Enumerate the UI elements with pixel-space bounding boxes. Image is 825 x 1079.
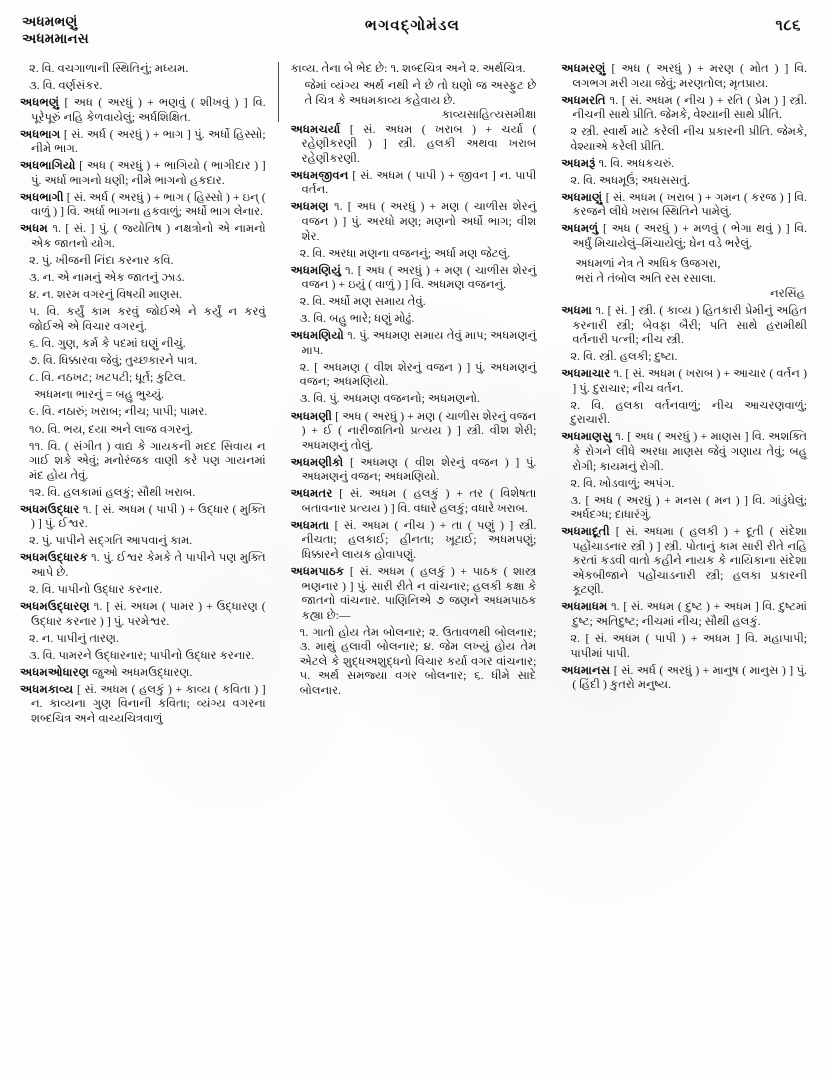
- entry-sense: ૬. વિ. ગુણ, કર્મ કે પદમાં ઘણું નીચું.: [29, 336, 186, 350]
- dictionary-entry: [561, 304, 807, 348]
- entry-headword: અધમાચાર: [561, 367, 611, 381]
- entry-sense: ૩. વિ. બહુ ભારે; ધણું મોઢું.: [299, 312, 415, 326]
- entry-headword: અધમાદૂતી: [561, 525, 610, 539]
- entry-headword: અધમળું: [561, 222, 599, 236]
- entry-headword: અધભણું: [20, 96, 60, 110]
- dictionary-entry: [561, 525, 807, 598]
- entry-definition: [ સં. અધમ ( હલકું ) + કાવ્ય ( કવિતા ) ] ન. કાવ્યના ગુણ વિનાની કવિતા; વ્યંગ્ય વગરના શબ્દચિત્ર અને વાચ્યચિત્રવાળું: [31, 682, 266, 725]
- running-head-last-entry: અધમમાનસ: [22, 30, 89, 46]
- entry-definition: [ અધ ( અરધું ) + ભાગિયો ( ભાગીદાર ) ] પું. અર્ધા ભાગનો ધણી; નીમે ભાગનો હકદાર.: [31, 159, 266, 187]
- entry-sense: ૩. ન. એ નામનું એક જાતનું ઝાડ.: [29, 271, 185, 285]
- entry-sense: ૨. વિ. અર્ધો મણ સમાય તેવું.: [299, 295, 426, 309]
- entry-headword: અધમચર્યા: [290, 122, 341, 136]
- entry-sense: ૧. ગાતો હોય તેમ બોલનાર; ૨. ઉતાવળથી બોલનાર; ૩. માથું હલાવી બોલનાર; ૪. જેમ લખ્યું હોય તેમ એટલે કે શુદ્ધઅશુદ્ધનો વિચાર કર્યા વગર વાંચનાર; ૫. અર્થ સમજ્યા વગર બોલનાર; ૬. ધીમે સાદે બોલનાર.: [299, 625, 537, 697]
- page-number: ૧૮૬: [775, 18, 801, 34]
- quotation-text: જેમાં વ્યંગ્ય અર્થ નથી ને છે તો ઘણો જ અસ્ફુટ છે તે ચિત્ર કે અધમકાવ્ય કહેવાય છે.: [304, 79, 537, 107]
- entry-headword: અધમાધમ: [561, 600, 608, 614]
- entry-sense: ૨. [ સં. અધમ ( પાપી ) + અધમ ] વિ. મહાપાપી; પાપીમાં પાપી.: [570, 632, 808, 660]
- dictionary-entry: [291, 456, 537, 485]
- entry-definition: ૧. [ સં. અધમ ( પાપી ) + ઉદ્ધાર ( મુક્તિ ) ] પું. ઈશ્વર.: [31, 502, 266, 531]
- dictionary-entry: [561, 222, 807, 251]
- entry-headword: અધમરૂં: [561, 156, 596, 170]
- entry-sense: ૩. [ અધ ( અરધું ) + મનસ ( મન ) ] વિ. ગાંડુંઘેલું; અર્ધદગ્ધ; દાધારંગું.: [570, 493, 808, 522]
- entry-headword: અધમણીકો: [290, 455, 344, 469]
- entry-sense: ૧૦. વિ. ભય, દયા અને લાજ વગરનું.: [29, 422, 194, 436]
- dictionary-entry: [20, 551, 266, 580]
- dictionary-entry: [561, 191, 807, 220]
- entry-sense: ૪. ન. શરમ વગરનું વિષયી માણસ.: [29, 288, 183, 302]
- entry-definition: [ અધમણ ( વીશ શેરનું વજન ) ] પું. અધમણનું વજન; અધમણિયો.: [301, 455, 537, 484]
- entry-sense: ૯. વિ. નઠારું; ખરાબ; નીચ; પાપી; પામર.: [29, 405, 208, 419]
- entry-headword: અધમણિયું: [290, 263, 342, 277]
- dictionary-entry: [561, 430, 807, 474]
- entry-definition: [ સં. અધમ ( ખરાબ ) + ચર્યા ( રહેણીકરણી ) ] સ્ત્રી. હલકી અથવા ખરાબ રહેણીકરણી.: [301, 122, 537, 165]
- entry-definition: [ અધ ( અરધું ) + મરણ ( મોત ) ] વિ. લગભગ મરી ગયા જેવું; મરણતોલ; મૃતપ્રાય.: [572, 62, 808, 90]
- entry-sense: ૧૧. વિ. ( સંગીત ) વાદ્ય કે ગાયકની મદદ સિવાય ન ગાઈ શકે એવું; મનોરંજક વાણી કરે પણ ગાયનમાં મંદ હોય તેવું.: [29, 439, 266, 482]
- entry-headword: અધમઉદ્ધારક: [20, 551, 88, 565]
- entry-headword: અધમ: [20, 222, 48, 236]
- entry-quotation: [291, 79, 537, 122]
- entry-definition: [ સં. અર્ધ ( અરધું ) + ભાગ ( હિસ્સો ) + ઇન્ ( વાળું ) ] વિ. અર્ધા ભાગના હકવાળું; અર્ધો ભાગ લેનાર.: [31, 190, 266, 219]
- entry-sense: ૨. [ અધમણ ( વીશ શેરનું વજન ) ] પું. અધમણનું વજન; અધમણિયો.: [299, 360, 537, 389]
- dictionary-entry: [20, 96, 266, 125]
- entry-definition: ૧. [ અધ ( અરધું ) + મણ ( ચાળીસ શેરનું વજન ) + ઇયું ( વાળું ) ] વિ. અધમણ વજનનું.: [301, 263, 537, 292]
- text-column-1: [18, 62, 278, 1069]
- text-column-3: [549, 62, 809, 1069]
- dictionary-entry: [291, 123, 537, 167]
- entry-definition: [ અધ ( અરધું ) + મણ ( ચાળીસ શેરનું વજન ) + ઈ ( નારીજાતિનો પ્રત્યય ) ] સ્ત્રી. વીશ શેરી; અધમણનું તોલું.: [301, 409, 537, 452]
- entry-definition: ૧. વિ. અધકચરું.: [595, 156, 675, 170]
- verse-line: અધમળાં નેત્ર તે અધિક ઉજગરા,: [575, 256, 721, 270]
- entry-definition: [ અધ ( અરધું ) + મળવું ( ભેગા થવું ) ] વિ. અર્ધું મિચાયેલું–મિંચાયેલું; ઘેન વડે ભરેલું.: [572, 222, 808, 251]
- verse-attribution: નરસિંહ: [770, 286, 806, 300]
- dictionary-entry: [291, 487, 537, 516]
- dictionary-entry: [561, 94, 807, 123]
- verse-line: ભરાં તે તંબોલ અતિ રસ રસાલા. નરસિંહ: [575, 272, 806, 300]
- dictionary-entry: [20, 159, 266, 188]
- entry-headword: અધમકાવ્ય: [20, 682, 74, 696]
- entry-definition: ૧. [ સં. ] પું. ( જ્યોતિષ ) નક્ષત્રોનો એ નામનો એક જાતનો યોગ.: [31, 222, 266, 251]
- entry-sense: ૩. વિ. પું. અધમણ વજનનો; અધમણનો.: [299, 392, 480, 406]
- entry-definition: ૧. [ સં. અધમ ( પામર ) + ઉદ્ધારણ ( ઉદ્ધાર કરનાર ) ] પું. પરમેશ્વર.: [31, 600, 266, 628]
- dictionary-entry: [291, 519, 537, 563]
- entry-sense: ૨. પું. ખીજની નિંદા કરનાર કવિ.: [29, 254, 174, 268]
- entry-definition: ૧. [ સં. અધમ ( ખરાબ ) + આચાર ( વર્તન ) ] પું. દુરાચાર; નીચ વર્તન.: [572, 367, 808, 395]
- entry-headword: અધભાગિયો: [20, 159, 76, 173]
- dictionary-entry: [291, 410, 537, 454]
- entry-sense: ૮. વિ. નઠખટ; ખટપટી; ધૂર્ત; કુટિલ.: [29, 370, 186, 384]
- entry-definition: [ સં. અધમ ( હલકું ) + પાઠક ( શાસ્ત્ર ભણનાર ) ] પું. સારી રીતે ન વાંચનાર; હલકી કક્ષા કે જાતનો વાંચનાર. પાણિનિએ ૭ જણને અધમપાઠક કહ્યા છે:—: [301, 565, 537, 622]
- entry-definition: [ સં. અધમ ( પાપી ) + જીવન ] ન. પાપી વર્તન.: [301, 168, 537, 197]
- entry-definition: ૧. [ સં. અધમ ( નીચ ) + રતિ ( પ્રેમ ) ] સ્ત્રી. નીચની સાથે પ્રીતિ. જેમકે, વેશ્યાની સાથે પ્રીતિ.: [572, 93, 808, 122]
- running-head-first-entry: અધમભણું: [22, 14, 78, 29]
- entry-headword: અધમપાઠક: [290, 565, 345, 578]
- entry-definition: [ સં. અર્ધ ( અરધું ) + ભાગ ] પું. અર્ધો હિસ્સો; નીમે ભાગ.: [31, 127, 266, 156]
- entry-definition: ૧. પું. ઈશ્વર કેમકે તે પાપીને પણ મુક્તિ આપે છે.: [31, 551, 266, 579]
- entry-definition: ૧. [ સં. અધમ ( દુષ્ટ ) + અધમ ] વિ. દુષ્ટમાં દુષ્ટ; અતિદુષ્ટ; નીચમાં નીચ; સૌથી હલકું.: [572, 600, 808, 628]
- entry-headword: અધમાણું: [561, 190, 603, 204]
- entry-sense: ૨ સ્ત્રી. સ્વાર્થ માટે કરેલી નીચ પ્રકારની પ્રીતિ. જેમકે, વેશ્યાએ કરેલી પ્રીતિ.: [570, 125, 808, 153]
- text-column-2: [279, 62, 549, 1069]
- entry-sense: ૧૨. વિ. હલકામાં હલકું; સૌથી ખરાબ.: [29, 485, 196, 499]
- dictionary-entry: [20, 191, 266, 220]
- entry-definition: ૧. [ સં. ] સ્ત્રી. ( કાવ્ય ) હિતકારી પ્રેમીનું અહિત કરનારી સ્ત્રી; બેવફા બૈરી; પતિ સાથે હરામીથી વર્તનારી પત્ની; નીચ સ્ત્રી.: [572, 304, 808, 347]
- entry-headword: અધભાગી: [20, 190, 64, 204]
- entry-definition: ૧. પું. અધમણ સમાય તેવું માપ; અધમણનું માપ.: [301, 329, 537, 357]
- entry-headword: અધમણિયો: [290, 329, 344, 343]
- dictionary-entry: [561, 600, 807, 629]
- entry-definition: [ સં. અધમા ( હલકી ) + દૂતી ( સંદેશા પહોંચાડનાર સ્ત્રી ) ] સ્ત્રી. પોતાનું કામ સારી રીતે નહિ કરતાં કડવી વાતો કહીને નાયક કે નાયિકાના સંદેશા એકબીજાને પહોંચાડનારી સ્ત્રી; હલકા પ્રકારની કૂટણી.: [572, 525, 808, 597]
- dictionary-entry: [561, 157, 807, 172]
- entry-definition: જુઓ અધમઉદ્ધારણ.: [89, 665, 193, 679]
- dictionary-entry: [20, 600, 266, 629]
- dictionary-entry: [561, 664, 807, 693]
- entry-headword: અધમજીવન: [290, 168, 349, 182]
- quotation-source: કાવ્યસાહિત્યસમીક્ષા: [441, 108, 537, 122]
- entry-sense: ૩. વિ. પામરને ઉદ્ધારનાર; પાપીનો ઉદ્ધાર કરનાર.: [29, 648, 255, 662]
- dictionary-entry: [291, 200, 537, 244]
- dictionary-entry: [20, 503, 266, 532]
- column-container: [18, 62, 809, 1069]
- entry-headword: અધમા: [561, 304, 593, 318]
- entry-sense: ૭. વિ. ધિક્કારવા જેવું; તુચ્છકારને પાત્ર.: [29, 353, 198, 367]
- entry-sense: ૨. વિ. અરધા મણના વજનનું; અર્ધા મણ જેટલું.: [299, 246, 510, 260]
- entry-definition: [ અધ ( અરધું ) + ભણવું ( શીખવું ) ] વિ. પૂરેપૂરું નહિ કેળવાયેલું; અર્ધશિક્ષિત.: [31, 96, 266, 124]
- entry-definition: ૧. [ અધ ( અરધું ) + મણ ( ચાળીસ શેરનું વજન ) ] પું. અરધો મણ; મણનો અર્ધો ભાગ; વીશ શેર.: [301, 200, 537, 243]
- entry-headword: અધમતર: [290, 487, 333, 501]
- book-title: ભગવદ્ગોમંડલ: [364, 18, 461, 34]
- entry-headword: અધમરણું: [561, 62, 606, 75]
- entry-definition: ૧. [ અધ ( અરધું ) + માણસ ] વિ. અશક્તિ કે રોગને લીધે અરધા માણસ જેવું ગણાય તેવું; બહુ રોગી; કાયમનું રોગી.: [572, 430, 808, 473]
- dictionary-entry: [20, 683, 266, 727]
- running-head: [18, 14, 807, 58]
- entry-headword: અધમઓધારણ: [20, 665, 90, 679]
- entry-idiom-gloss: અધમના ભારનું = બહુ ભુચ્યું.: [34, 387, 164, 401]
- dictionary-entry: [291, 169, 537, 198]
- entry-headword: અધમણી: [290, 409, 333, 423]
- entry-sense: ૨. વિ. ખોડવાળું; અપંગ.: [570, 476, 675, 490]
- entry-headword: અધમાણસુ: [561, 430, 612, 444]
- entry-headword: અધમરતિ: [561, 93, 606, 107]
- entry-sense: ૨. પું. પાપીને સદ્ગતિ આપવાનું કામ.: [29, 534, 193, 548]
- dictionary-entry: [291, 264, 537, 293]
- entry-definition: [ સં. અધમ ( ખરાબ ) + ગમન ( કરજ ) ] વિ. કરજને લીધે ખરાબ સ્થિતિને પામેલું.: [572, 190, 808, 219]
- dictionary-entry: [561, 62, 807, 91]
- entry-sense: ૨. વિ. સ્ત્રી. હલકી; દુષ્ટા.: [570, 350, 678, 364]
- entry-sense: ૨. વિ. વચગાળાની સ્થિતિનું; મધ્યમ.: [29, 62, 189, 75]
- entry-headword: અધમઉદ્ધારણ: [20, 600, 90, 614]
- entry-definition: [ સં. અધમ ( નીચ ) + તા ( પણું ) ] સ્ત્રી. નીચતા; હલકાઈ; હીનતા; ખૂટાઈ; અધમપણું; ધિક્કારને લાયક હોવાપણું.: [301, 518, 537, 561]
- entry-headword: અધમાનસ: [561, 663, 611, 677]
- entry-sense: ૨. ન. પાપીનું તારણ.: [29, 631, 119, 645]
- entry-continuation: કાવ્ય. તેના બે ભેદ છે: ૧. શબ્દચિત્ર અને ૨. અર્થચિત્ર.: [290, 62, 526, 75]
- entry-definition: [ સં. અર્ધ ( અરધું ) + માનુષ ( માનુસ ) ] પું. ( હિંદી ) કુતરો મનુષ્ય.: [572, 663, 808, 692]
- entry-verse-citation: [561, 256, 807, 302]
- dictionary-entry: [20, 128, 266, 157]
- dictionary-entry: [20, 666, 266, 681]
- entry-sense: ૫. વિ. કર્યું કામ કરવું જોઈએ ને કર્યું ન કરવું જોઈએ એ વિચાર વગરનું.: [29, 305, 266, 333]
- entry-sense: ૨. વિ. પાપીનો ઉદ્ધાર કરનાર.: [29, 583, 163, 596]
- entry-headword: અધભાગ: [20, 127, 61, 141]
- dictionary-entry: [291, 565, 537, 623]
- dictionary-entry: [561, 367, 807, 396]
- entry-sense: ૨. વિ. અધમૂઉં; અધસસતું.: [570, 173, 690, 187]
- entry-sense: ૨. વિ. હલકા વર્તનવાળું; નીચ આચરણવાળું; દુરાચારી.: [570, 398, 808, 427]
- dictionary-entry: [291, 329, 537, 358]
- entry-headword: અધમતા: [290, 518, 330, 532]
- entry-sense: ૩. વિ. વર્ણસંકર.: [29, 79, 103, 93]
- dictionary-entry: [20, 222, 266, 251]
- entry-definition: [ સં. અધમ ( હલકું ) + તર ( વિશેષતા બતાવનાર પ્રત્યય ) ] વિ. વધારે હલકું; વધારે ખરાબ.: [301, 487, 537, 515]
- entry-headword: અધમઉદ્ધાર: [20, 502, 80, 516]
- entry-headword: અધમણ: [290, 200, 329, 214]
